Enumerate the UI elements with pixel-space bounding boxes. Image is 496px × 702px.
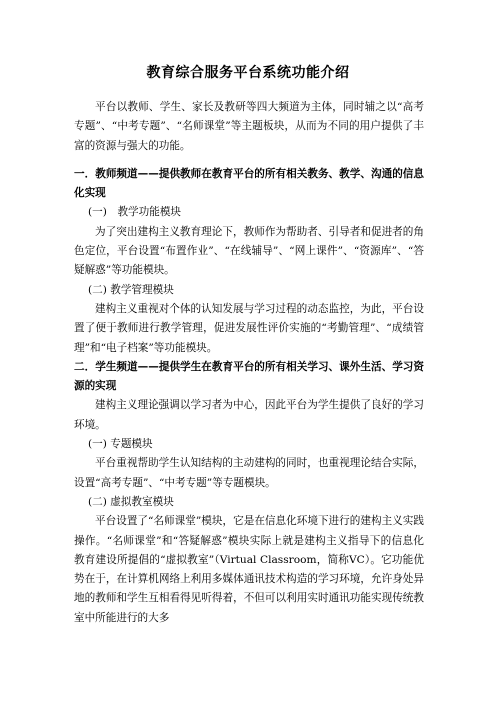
- document-title: 教育综合服务平台系统功能介绍: [146, 65, 350, 81]
- intro-paragraph: 平台以教师、学生、家长及教研等四大频道为主体，同时辅之以“高考专题”、“中考专题”、“名师课堂”等主题板块，从而为不同的用户提供了丰富的资源与强大的功能。: [74, 101, 424, 152]
- section-heading-student: 二．学生频道——提供学生在教育平台的所有相关学习、课外生活、学习资源的实现: [74, 360, 424, 393]
- subsection-text-teaching: 为了突出建构主义教育理论下，教师作为帮助者、引导者和促进者的角色定位，平台设置“布置作业”、“在线辅导”、“网上课件”、“资源库”、“答疑解惑”等功能模块。: [74, 225, 424, 277]
- subsection-title-teaching: (一) 教学功能模块: [88, 206, 182, 219]
- section-heading-teacher: 一．教师频道——提供教师在教育平台的所有相关教务、教学、沟通的信息化实现: [74, 167, 424, 200]
- subsection-title-management: (二) 教学管理模块: [88, 283, 174, 296]
- subsection-text-management: 建构主义重视对个体的认知发展与学习过程的动态监控，为此，平台设置了便于教师进行教学管理，促进发展性评价实施的“考勤管理”、“成绩管理”和“电子档案”等功能模块。: [74, 302, 424, 354]
- subsection-text-virtual-classroom: 平台设置了“名师课堂”模块，它是在信息化环境下进行的建构主义实践操作。“名师课堂”和“答疑解惑”模块实际上就是建构主义指导下的信息化教育建设所提倡的“虚拟教室”（Virtual Classroom，简称VC）。它功能优势在于，在计算机网络上利用多媒体通讯技术构造的学习环境，允许身处异地的教师和学生互相看得见听得着，不但可以利用实时通讯功能实现传统教室中所能进行的大多: [74, 515, 424, 624]
- subsection-text-topics: 平台重视帮助学生认知结构的主动建构的同时，也重视理论结合实际，设置“高考专题”、“中考专题”等专题模块。: [74, 457, 424, 489]
- section-intro-student: 建构主义理论强调以学习者为中心，因此平台为学生提供了良好的学习环境。: [74, 399, 424, 431]
- subsection-title-topics: (一) 专题模块: [88, 438, 153, 451]
- subsection-title-virtual-classroom: (二) 虚拟教室模块: [88, 495, 174, 508]
- document-body: [74, 98, 424, 628]
